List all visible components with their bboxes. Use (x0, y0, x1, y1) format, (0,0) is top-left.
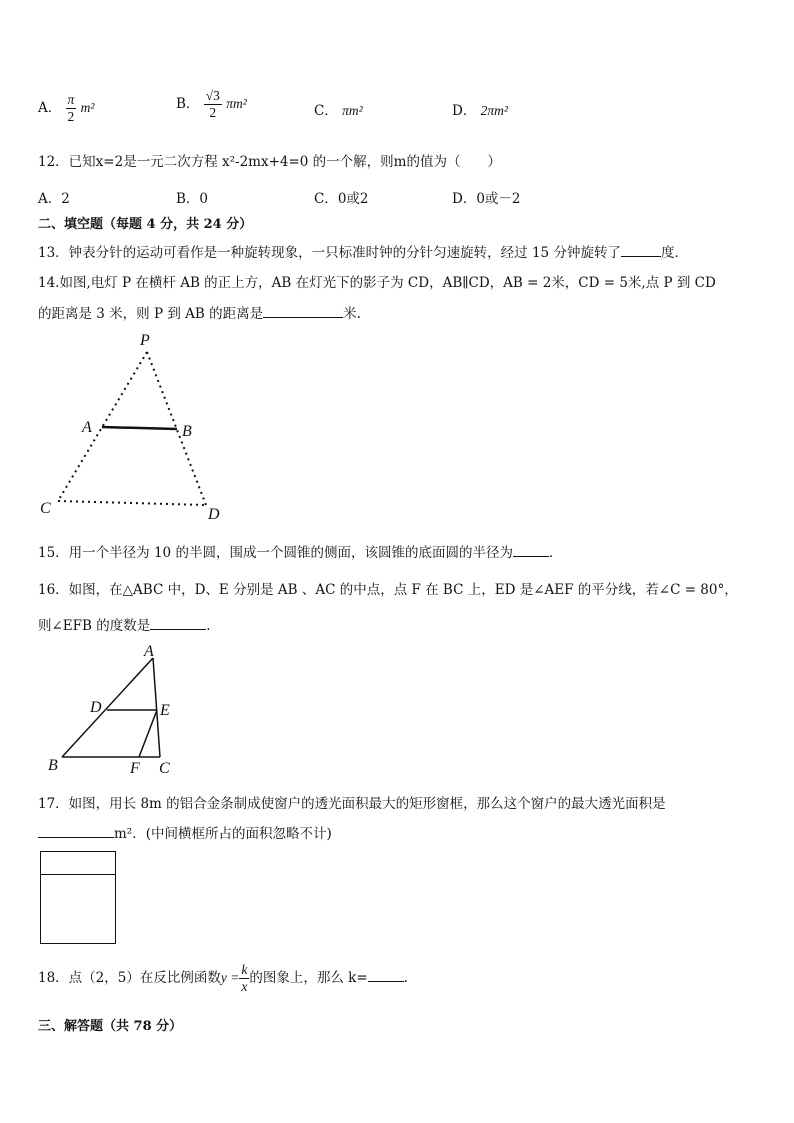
label-c: C (40, 500, 51, 517)
line-ab (102, 427, 177, 429)
q12-text: 12．已知x=2是一元二次方程 x²-2mx+4=0 的一个解，则m的值为（ ） (38, 154, 501, 170)
label-a: A (82, 419, 92, 436)
q15-answer-blank (513, 544, 549, 557)
q13-text: 13．钟表分针的运动可看作是一种旋转现象，一只标准时钟的分针匀速旋转，经过 15 分钟旋转了 度． (38, 245, 688, 261)
label-b: B (182, 423, 192, 440)
q11-b-fraction: $\frac{√3}{2}$ (205, 88, 220, 120)
line-ef (139, 710, 157, 757)
label-e: E (160, 702, 170, 719)
q16-line-2: 则∠EFB 的度数是 . (38, 618, 211, 634)
label-d: D (90, 699, 102, 716)
q16-figure (40, 640, 190, 780)
section-3-heading: 三、解答题（共 78 分） (38, 1019, 183, 1034)
q14-line-1: 14.如图,电灯 P 在横杆 AB 的正上方，AB 在灯光下的影子为 CD，AB∥CD，AB = 2米，CD = 5米,点 P 到 CD (38, 275, 716, 291)
line-ac (153, 658, 160, 757)
q12-option-d: D．0或－2 (452, 191, 521, 207)
q13-answer-blank (621, 244, 661, 257)
q14-figure (30, 325, 240, 525)
line-cd (58, 501, 206, 505)
section-2-heading: 二、填空题（每题 4 分，共 24 分） (38, 217, 253, 232)
label-f: F (130, 760, 140, 777)
q14-line-2: 的距离是 3 米，则 P 到 AB 的距离是 米. (38, 306, 361, 322)
label-a: A (144, 643, 154, 660)
q15-text: 15．用一个半径为 10 的半圆，围成一个圆锥的侧面，该圆锥的底面圆的半径为 ． (38, 545, 563, 561)
q18-answer-blank (368, 969, 404, 982)
label-c: C (159, 760, 170, 777)
q11-a-fraction: $\frac{\pi}{2}$ (67, 92, 75, 124)
q12-option-b: B．0 (176, 191, 209, 207)
q11-option-c: C． πm² (314, 103, 363, 119)
q16-answer-blank (150, 617, 206, 630)
label-p: P (140, 332, 150, 349)
q18-text: 18．点（2，5）在反比例函数y = $\frac{k}{x}$ 的图象上，那么 k= . (38, 962, 408, 994)
q18-fraction: $\frac{k}{x}$ (241, 962, 248, 994)
line-ab (62, 658, 153, 757)
q11-option-d: D． 2πm² (452, 103, 508, 119)
q12-option-c: C．0或2 (314, 191, 369, 207)
q17-window-figure (40, 851, 116, 944)
window-crossbar (41, 874, 115, 875)
q16-line-1: 16．如图，在△ABC 中，D、E 分别是 AB 、AC 的中点，点 F 在 BC 上，ED 是∠AEF 的平分线，若∠C = 80°， (38, 582, 738, 598)
q17-line-1: 17．如图，用长 8m 的铝合金条制成使窗户的透光面积最大的矩形窗框，那么这个窗户的最大透光面积是 (38, 796, 666, 812)
q11-option-a: A． $\frac{\pi}{2}$ m² (38, 92, 95, 124)
q14-answer-blank (263, 305, 343, 318)
label-d: D (208, 506, 220, 523)
q17-answer-blank (38, 825, 114, 838)
q17-line-2: m²．(中间横框所占的面积忽略不计) (38, 822, 332, 842)
label-b: B (48, 757, 58, 774)
q12-option-a: A．2 (38, 191, 70, 207)
q11-option-b: B． $\frac{√3}{2}$ πm² (176, 88, 247, 120)
